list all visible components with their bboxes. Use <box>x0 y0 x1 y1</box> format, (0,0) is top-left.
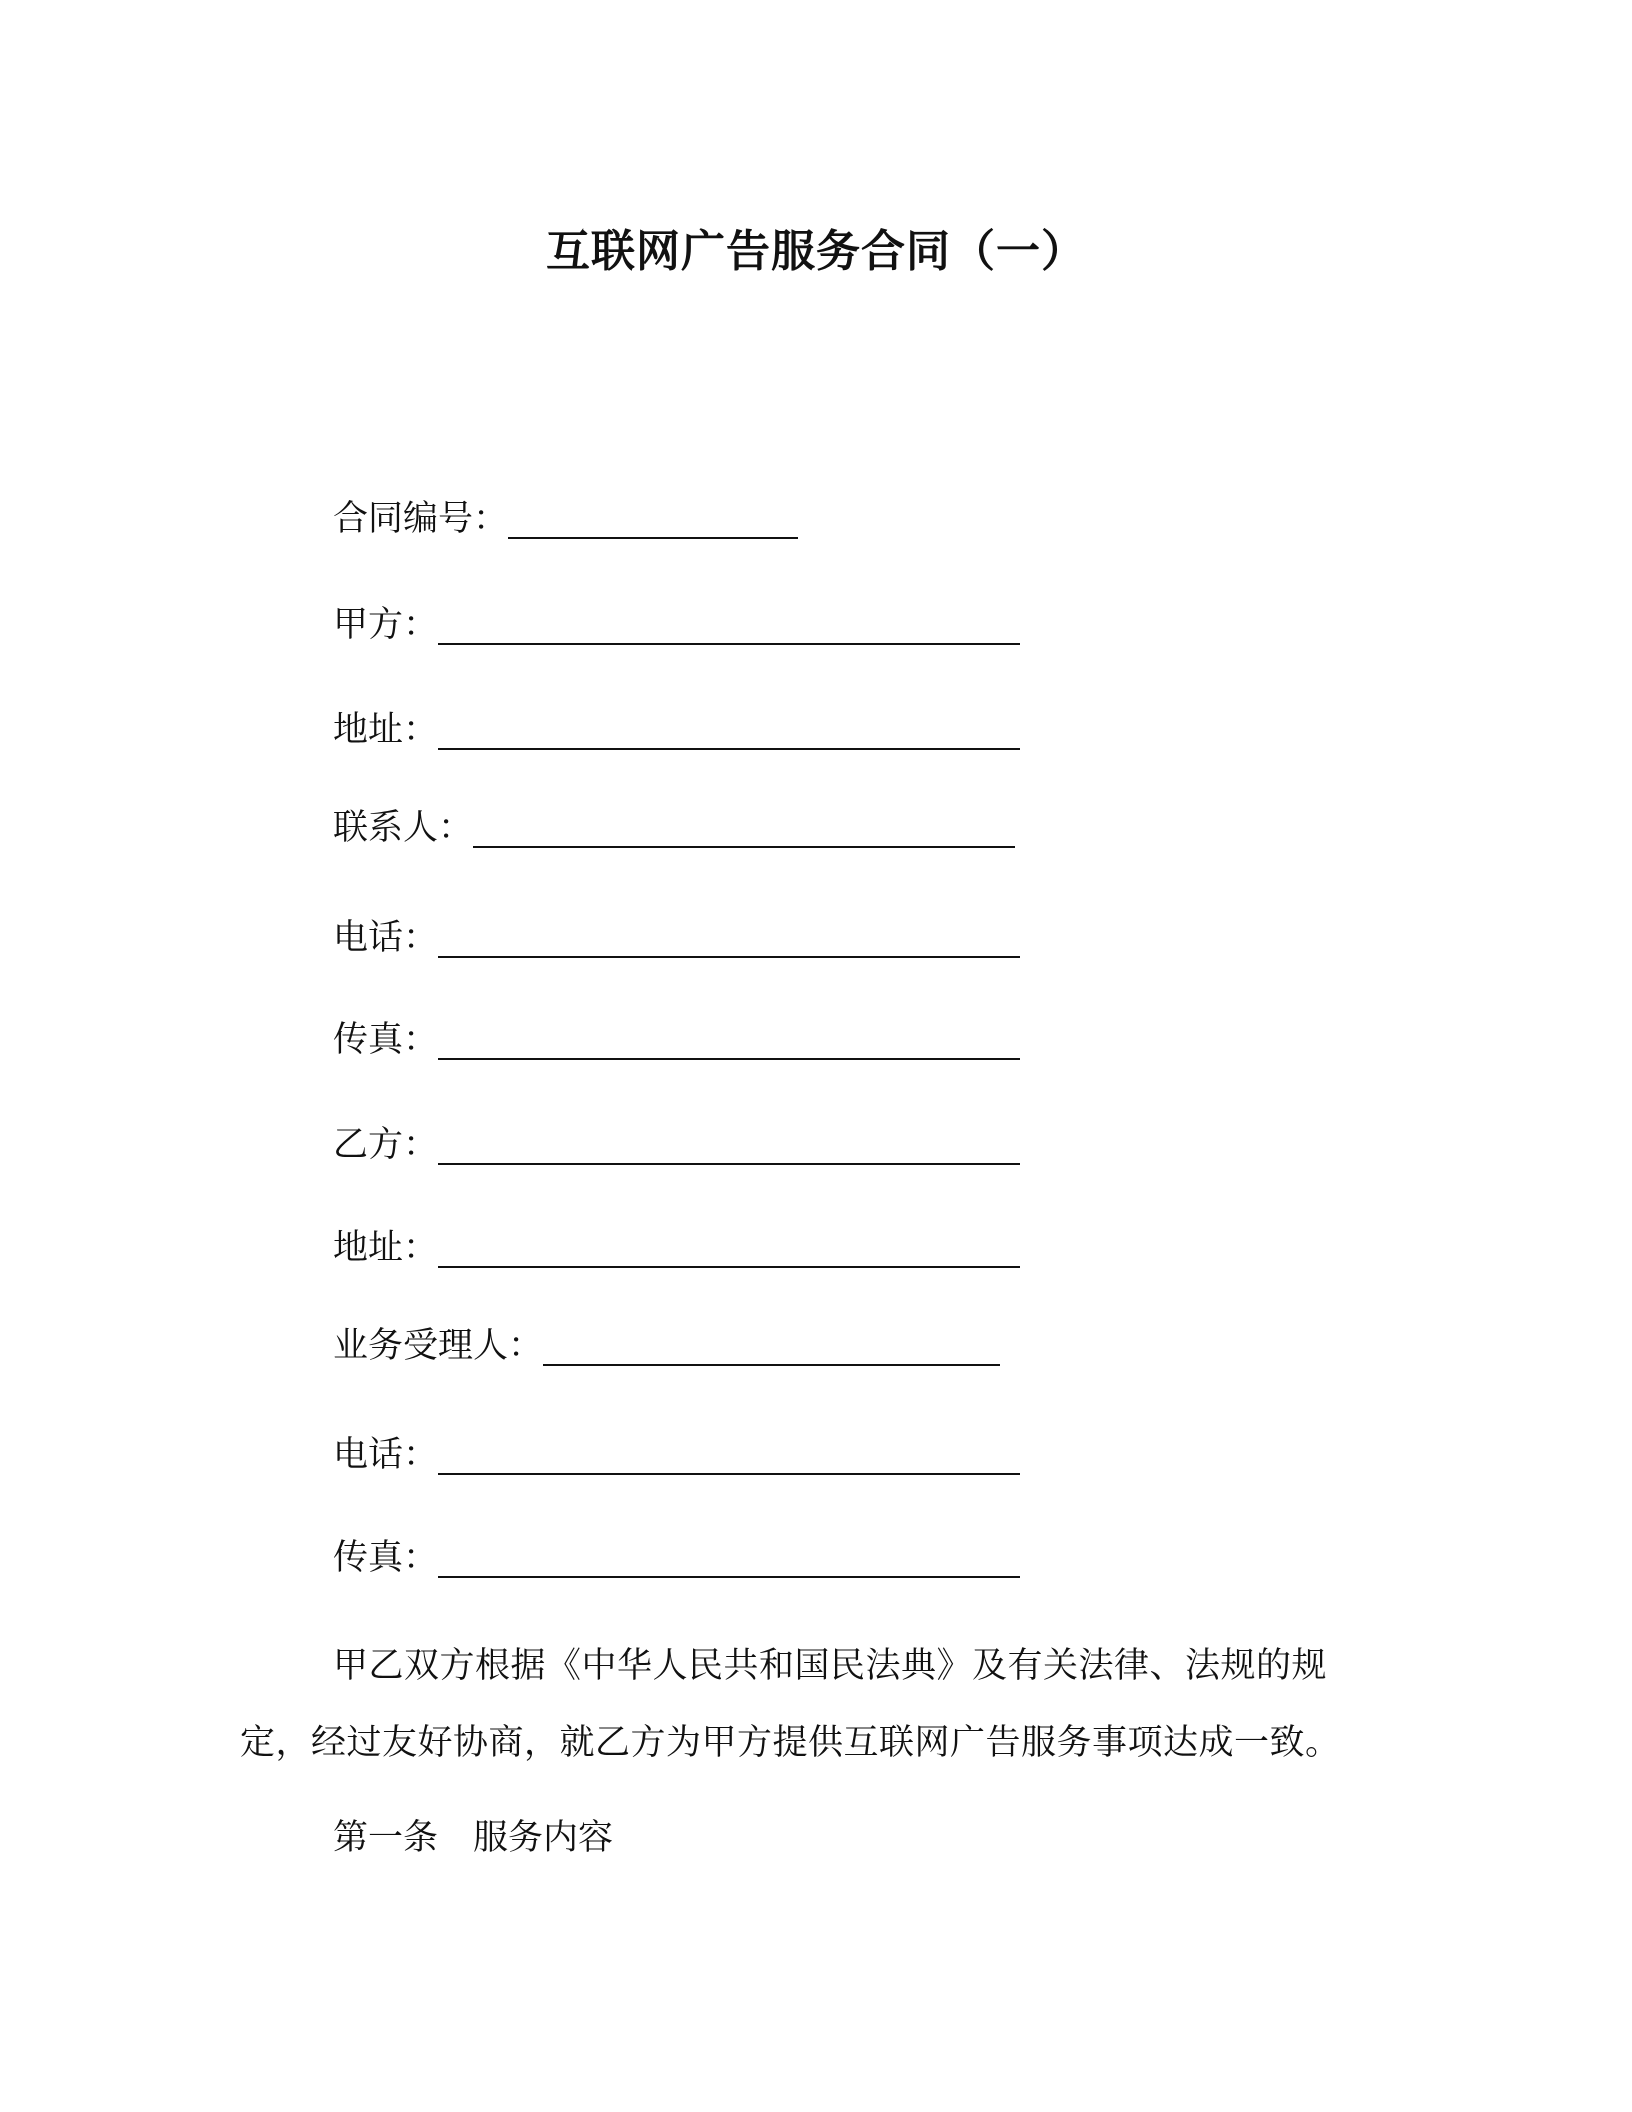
field-label: 电话： <box>333 1435 439 1475</box>
party-a-field <box>333 603 1020 647</box>
field-label: 联系人： <box>333 808 474 848</box>
field-label: 电话： <box>333 918 439 958</box>
field-label: 乙方： <box>333 1125 439 1165</box>
party-a-contact-field <box>333 806 1015 850</box>
field-label: 业务受理人： <box>333 1326 544 1366</box>
field-label: 传真： <box>333 1020 439 1060</box>
document-title: 互联网广告服务合同（一） <box>546 226 1086 277</box>
fill-in-blank <box>438 1232 1020 1268</box>
fill-in-blank <box>543 1330 1000 1366</box>
fill-in-blank <box>438 609 1020 645</box>
field-label: 合同编号： <box>333 499 509 539</box>
field-label: 地址： <box>333 710 439 750</box>
field-label: 地址： <box>333 1228 439 1268</box>
fill-in-blank <box>438 1129 1020 1165</box>
party-b-phone-field <box>333 1433 1020 1477</box>
fill-in-blank <box>508 503 798 539</box>
preamble-paragraph: 甲乙双方根据《中华人民共和国民法典》及有关法律、法规的规定，经过友好协商，就乙方为甲方提供互联网广告服务事项达成一致。 <box>240 1646 1341 1763</box>
fill-in-blank <box>438 1024 1020 1060</box>
fill-in-blank <box>438 1542 1020 1578</box>
article-heading: 第一条 服务内容 <box>333 1818 614 1858</box>
field-label: 传真： <box>333 1538 439 1578</box>
party-a-address-field <box>333 708 1020 752</box>
party-b-fax-field <box>333 1536 1020 1580</box>
fill-in-blank <box>438 922 1020 958</box>
party-b-field <box>333 1123 1020 1167</box>
field-label: 甲方： <box>333 605 439 645</box>
party-b-address-field <box>333 1226 1020 1270</box>
fill-in-blank <box>473 812 1015 848</box>
party-a-phone-field <box>333 916 1020 960</box>
contract-number-field <box>333 497 798 541</box>
party-b-agent-field <box>333 1324 1000 1368</box>
fill-in-blank <box>438 1439 1020 1475</box>
party-a-fax-field <box>333 1018 1020 1062</box>
fill-in-blank <box>438 714 1020 750</box>
